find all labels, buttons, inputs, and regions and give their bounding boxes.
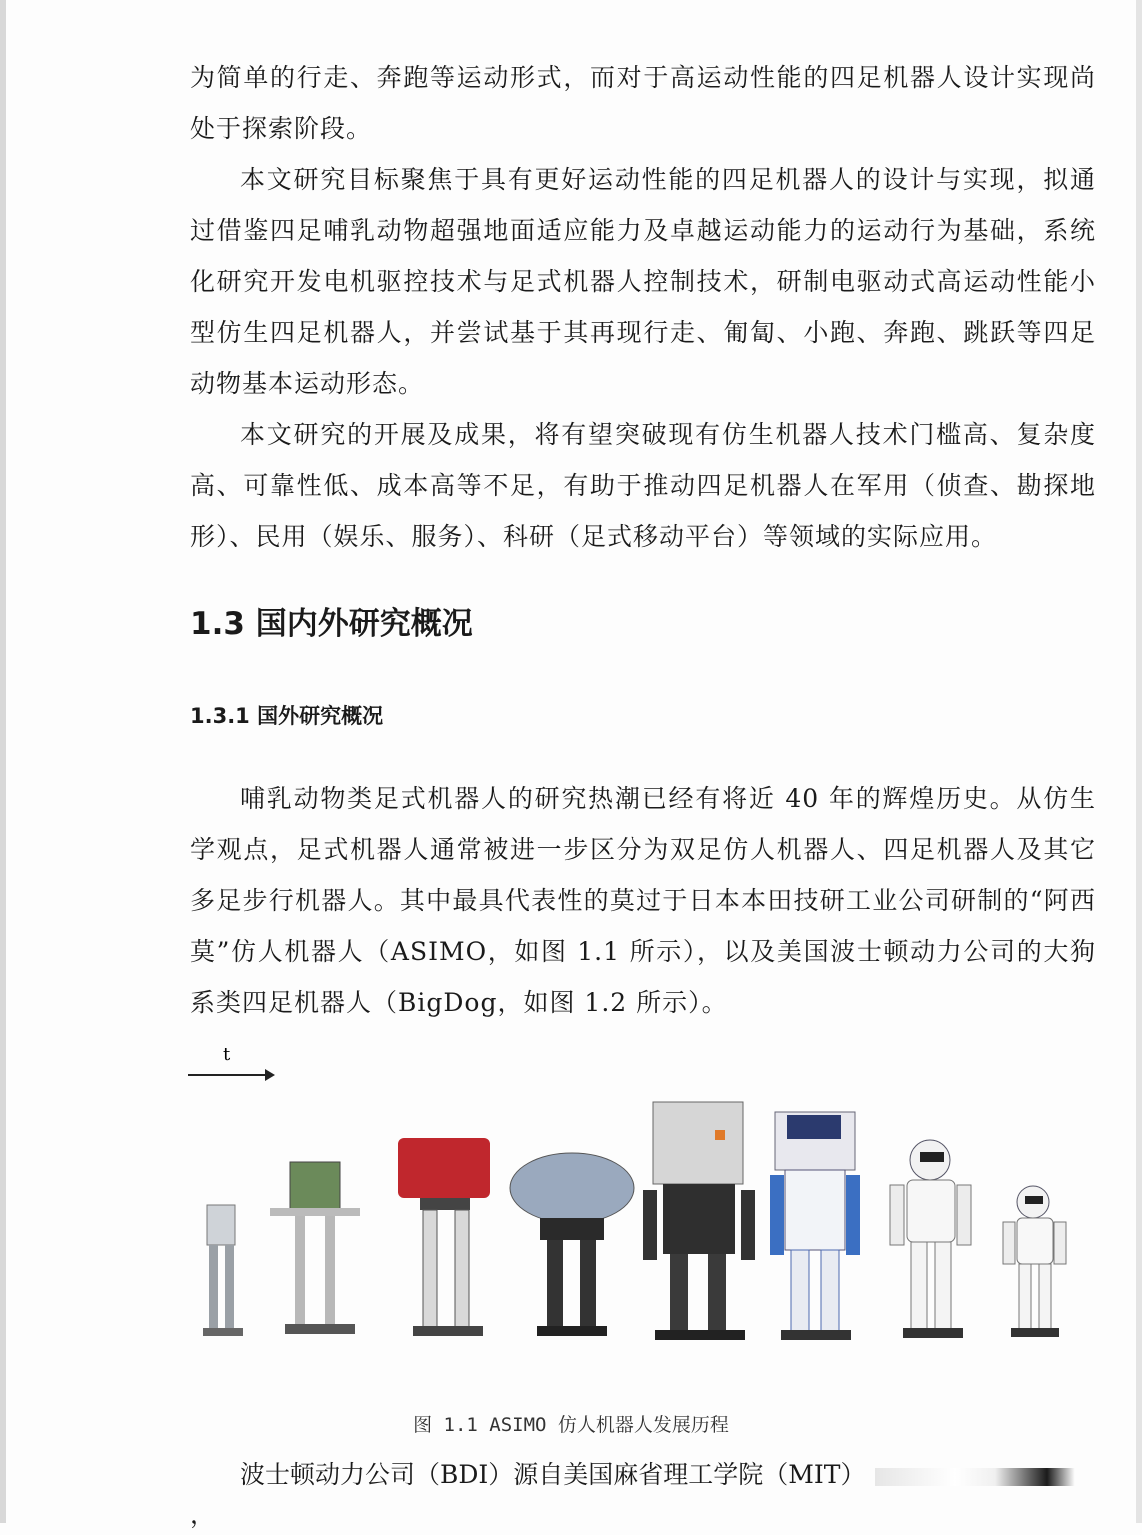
robot-5 — [643, 1102, 755, 1340]
robot-4 — [510, 1153, 634, 1336]
page-edge-right — [1136, 0, 1142, 1523]
robot-6 — [770, 1112, 860, 1340]
time-arrow — [188, 1044, 275, 1081]
section-heading: 1.3 国内外研究概况 — [190, 606, 473, 642]
trailing-comma: ， — [190, 1500, 216, 1529]
main-paragraph-block — [190, 773, 1096, 1028]
paragraph-last: 波士顿动力公司（BDI）源自美国麻省理工学院（MIT） — [240, 1460, 866, 1489]
paragraph-3: 本文研究的开展及成果，将有望突破现有仿生机器人技术门槛高、复杂度高、可靠性低、成本高等不足，有助于推动四足机器人在军用（侦查、勘探地形）、民用（娱乐、服务）、科研（足式移动平台）等领域的实际应用。 — [190, 420, 1096, 551]
robot-2 — [270, 1162, 360, 1334]
top-paragraphs — [190, 52, 1096, 562]
asimo-figure — [185, 1040, 1085, 1350]
subsection-heading: 1.3.1 国外研究概况 — [190, 704, 384, 728]
last-line — [190, 1455, 1096, 1535]
robot-1 — [203, 1205, 243, 1336]
robot-8 — [1003, 1186, 1066, 1337]
paragraph-1: 为简单的行走、奔跑等运动形式，而对于高运动性能的四足机器人设计实现尚处于探索阶段。 — [190, 63, 1096, 143]
scan-smudge — [875, 1468, 1075, 1486]
figure-caption: 图 1.1 ASIMO 仿人机器人发展历程 — [413, 1414, 729, 1436]
robot-7 — [890, 1140, 971, 1338]
robot-3 — [398, 1138, 490, 1336]
page-edge-left — [0, 0, 6, 1523]
time-arrow-label: t — [223, 1044, 231, 1065]
paragraph-2: 本文研究目标聚焦于具有更好运动性能的四足机器人的设计与实现，拟通过借鉴四足哺乳动物超强地面适应能力及卓越运动能力的运动行为基础，系统化研究开发电机驱控技术与足式机器人控制技术，研制电驱动式高运动性能小型仿生四足机器人，并尝试基于其再现行走、匍匐、小跑、奔跑、跳跃等四足动物基本运动形态。 — [190, 165, 1096, 398]
paragraph-main: 哺乳动物类足式机器人的研究热潮已经有将近 40 年的辉煌历史。从仿生学观点，足式机器人通常被进一步区分为双足仿人机器人、四足机器人及其它多足步行机器人。其中最具代表性的莫过于日本本田技研工业公司研制的“阿西莫”仿人机器人（ASIMO，如图 1.1 所示），以及美国波士顿动力公司的大狗系类四足机器人（BigDog，如图 1.2 所示）。 — [190, 784, 1096, 1017]
